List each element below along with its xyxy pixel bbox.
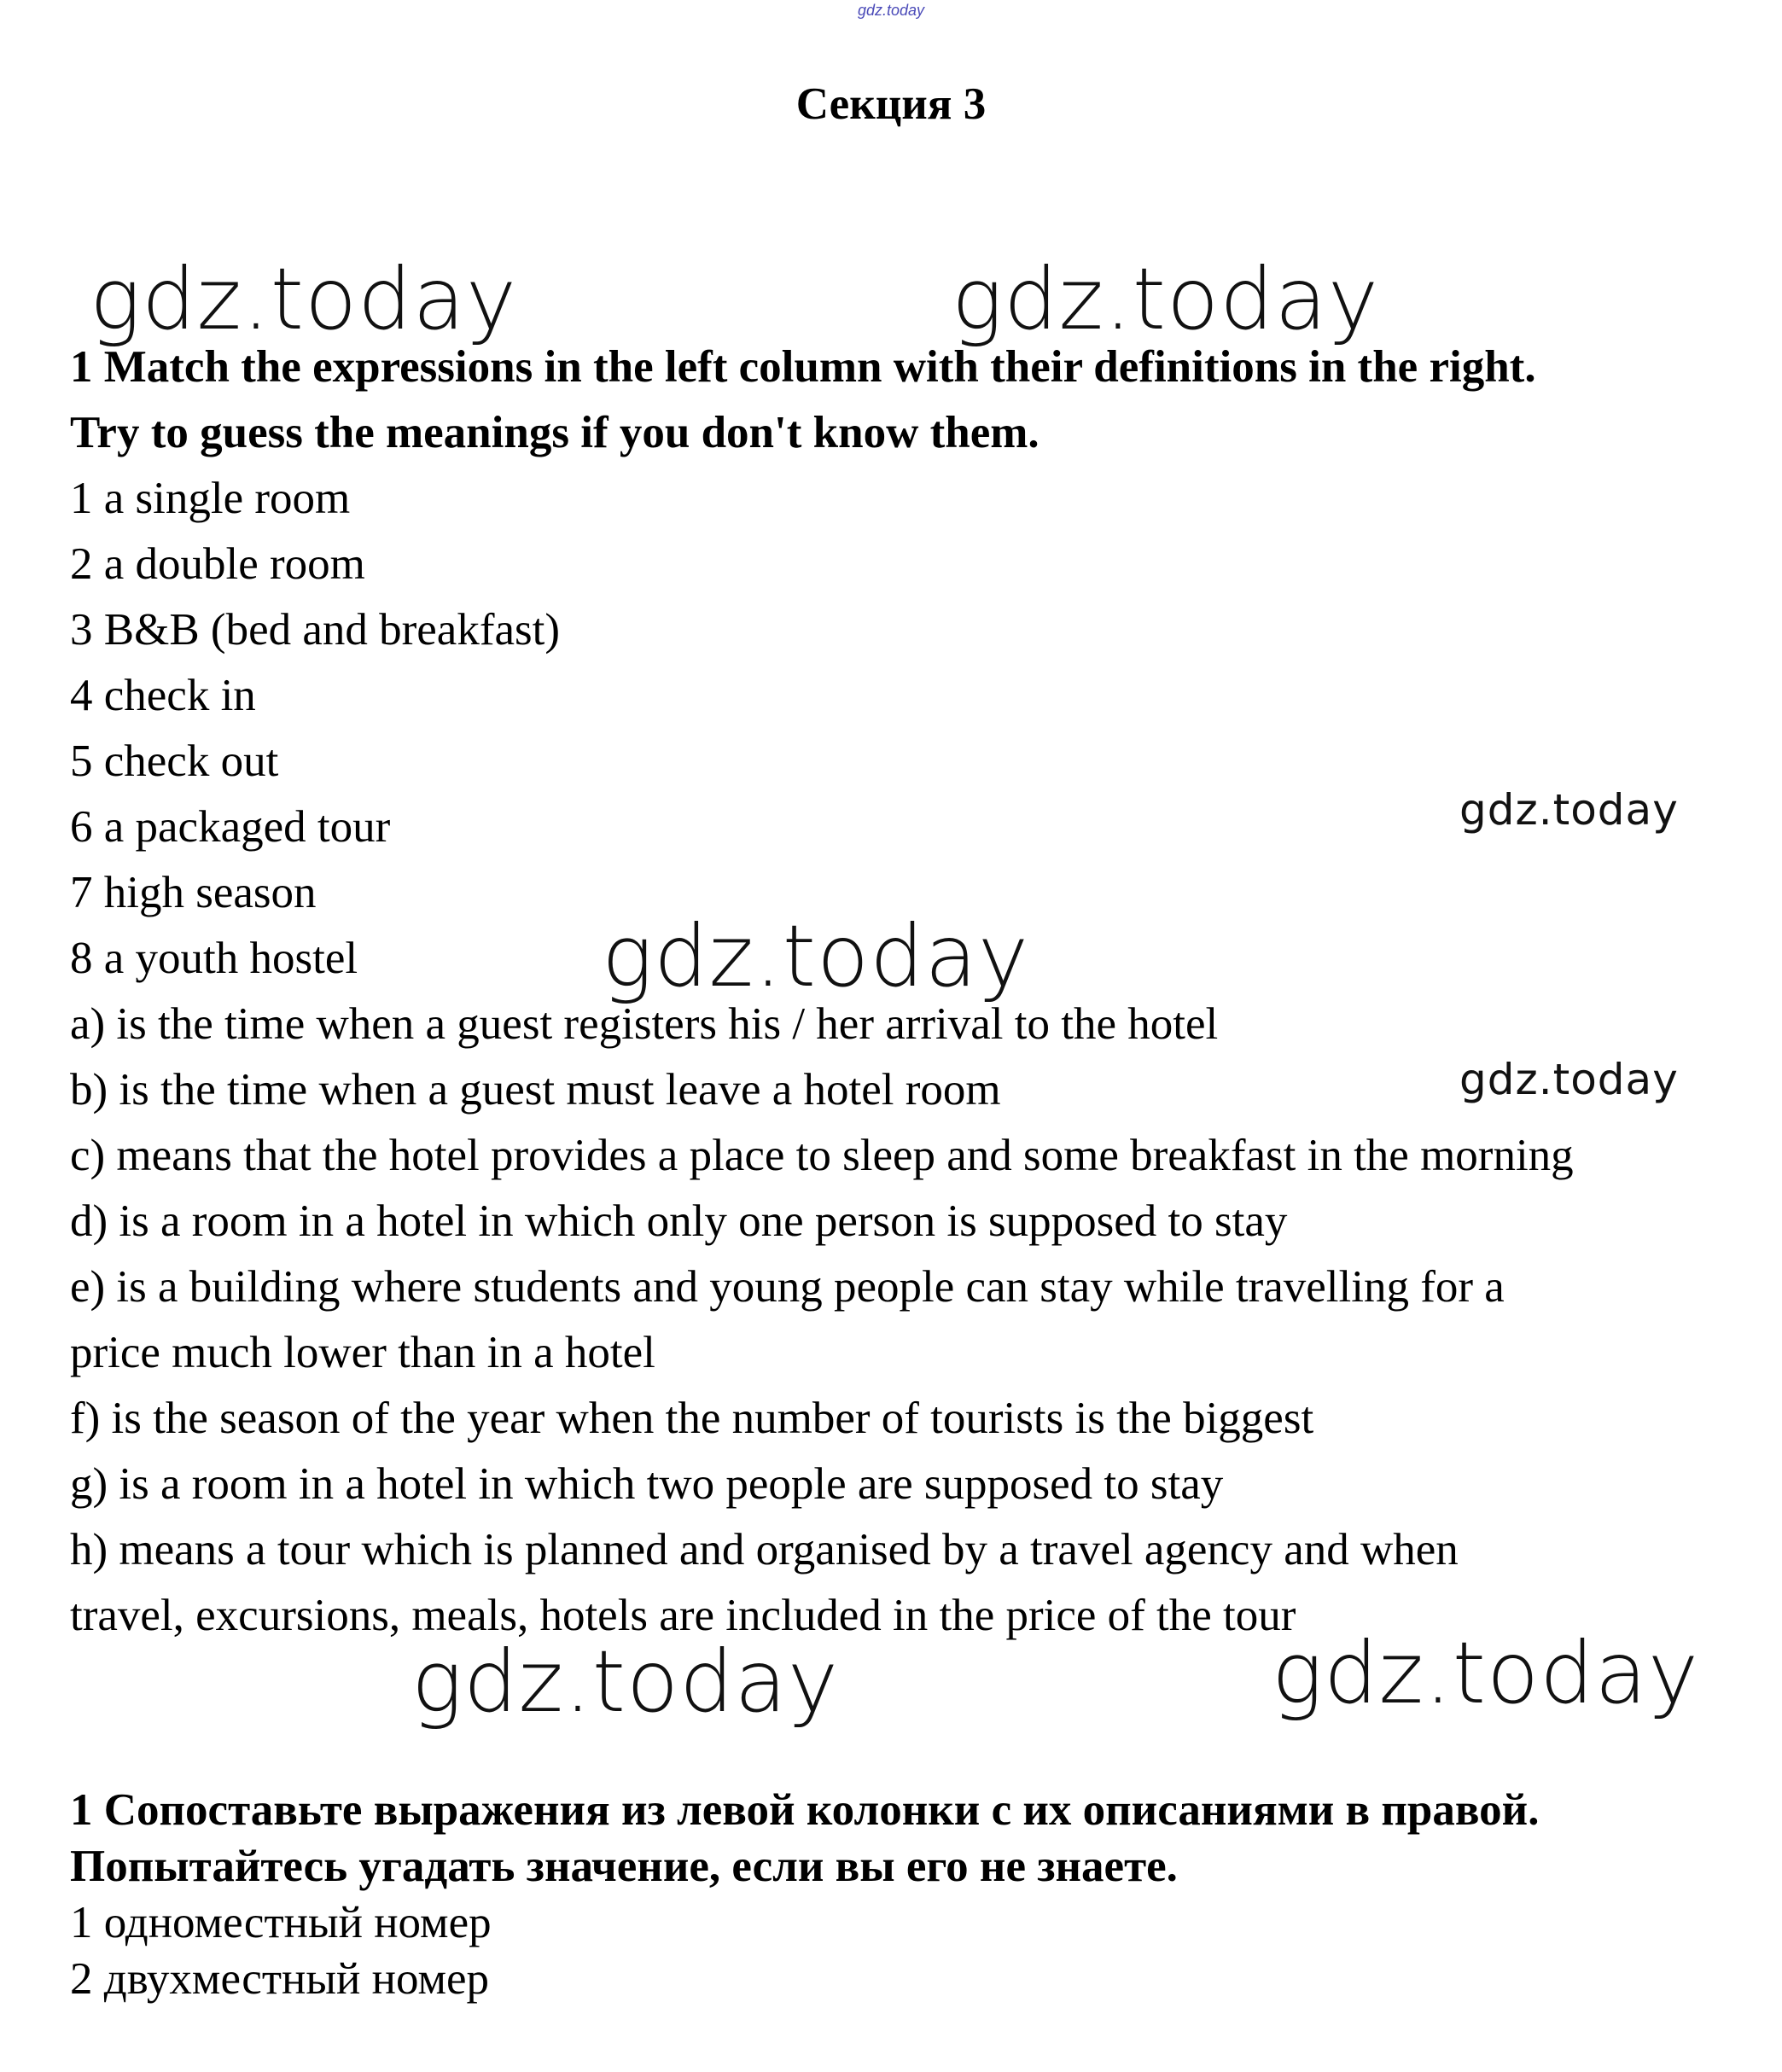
definition-item: d) is a room in a hotel in which only one person is supposed to stay [70, 1196, 1288, 1246]
section-title: Секция 3 [795, 79, 987, 129]
expression-item: 5 check out [70, 736, 279, 786]
expression-item: 6 a packaged tour [70, 802, 391, 852]
expression-item: 1 a single room [70, 474, 351, 523]
definition-item: price much lower than in a hotel [70, 1328, 655, 1377]
watermark: gdz.today [1459, 1055, 1679, 1104]
definition-item: g) is a room in a hotel in which two people are supposed to stay [70, 1459, 1224, 1509]
watermark: gdz.today [1459, 785, 1679, 835]
watermark: gdz.today [1272, 1623, 1700, 1723]
definition-item: b) is the time when a guest must leave a hotel room [70, 1065, 1001, 1115]
expression-item: 2 a double room [70, 539, 365, 589]
definition-item: a) is the time when a guest registers his / her arrival to the hotel [70, 999, 1219, 1049]
translation-item: 2 двухместный номер [70, 1954, 490, 2004]
expression-item: 4 check in [70, 671, 256, 720]
instruction-line: 1 Match the expressions in the left column with their definitions in the right. [70, 342, 1536, 392]
instruction-line: Попытайтесь угадать значение, если вы его не знаете. [70, 1842, 1178, 1891]
watermark: gdz.today [602, 906, 1030, 1006]
exercise-russian [70, 1782, 1743, 2007]
definition-item: travel, excursions, meals, hotels are included in the price of the tour [70, 1591, 1296, 1640]
watermark: gdz.today [90, 249, 518, 349]
site-mark: gdz.today [857, 2, 925, 19]
exercise-english [70, 335, 1743, 1649]
definition-item: f) is the season of the year when the number of tourists is the biggest [70, 1394, 1314, 1443]
expression-item: 8 a youth hostel [70, 934, 358, 983]
watermark: gdz.today [411, 1632, 840, 1732]
translation-item: 1 одноместный номер [70, 1898, 492, 1947]
expression-item: 7 high season [70, 868, 317, 917]
definition-item: c) means that the hotel provides a place to sleep and some breakfast in the morning [70, 1131, 1574, 1180]
expression-item: 3 B&B (bed and breakfast) [70, 605, 560, 655]
instruction-line: 1 Сопоставьте выражения из левой колонки с их описаниями в правой. [70, 1785, 1540, 1835]
definition-item: e) is a building where students and young people can stay while travelling for a [70, 1262, 1505, 1312]
instruction-line: Try to guess the meanings if you don't know them. [70, 408, 1040, 457]
definition-item: h) means a tour which is planned and organised by a travel agency and when [70, 1525, 1459, 1574]
watermark: gdz.today [952, 249, 1380, 349]
